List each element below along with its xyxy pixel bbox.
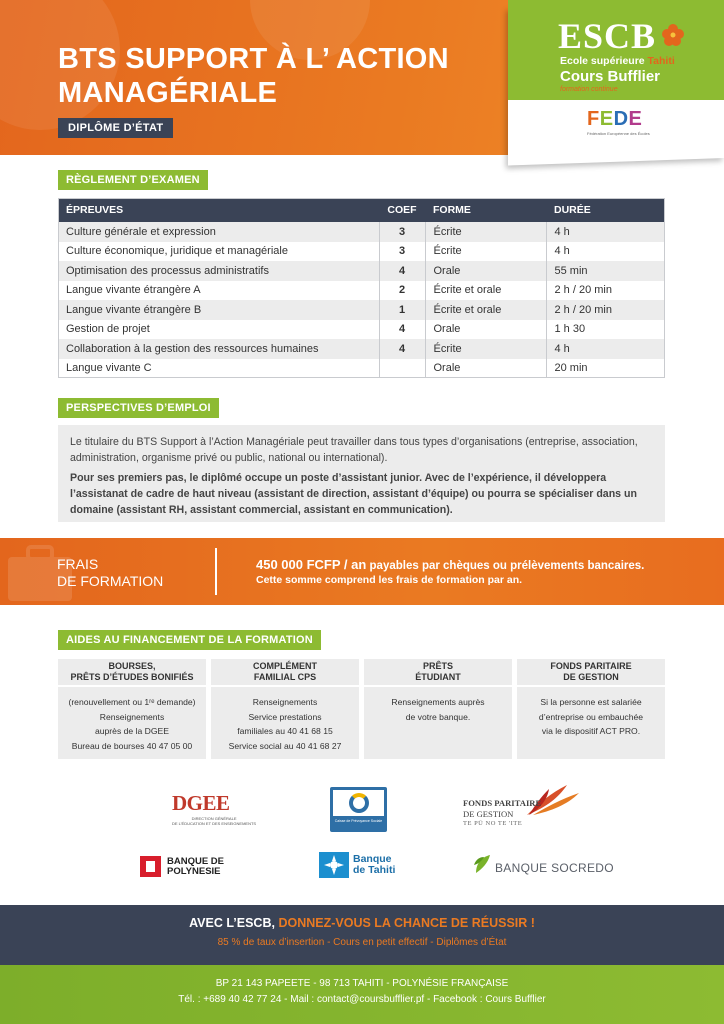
frais-price: 450 000 FCFP / an payables par chèques ou prélèvements bancaires.	[256, 557, 645, 572]
cell-forme: Écrite	[425, 222, 546, 242]
table-row	[58, 261, 665, 281]
cell-coef: 4	[379, 261, 425, 281]
diploma-badge: DIPLÔME D’ÉTAT	[58, 118, 173, 138]
aide-card-body: Si la personne est salariée d’entreprise ou embauchée via le dispositif ACT PRO.	[538, 697, 644, 736]
footer-slogan: AVEC L’ESCB, DONNEZ-VOUS LA CHANCE DE RÉUSSIR !	[189, 916, 535, 930]
cell-coef	[379, 359, 425, 379]
frais-note: Cette somme comprend les frais de formation par an.	[256, 574, 523, 586]
aide-card-body: (renouvellement ou 1ʳᵉ demande) Renseignements auprès de la DGEE Bureau de bourses 40 47 05 00	[68, 697, 196, 751]
table-row	[58, 359, 665, 379]
cell-forme: Orale	[425, 359, 546, 379]
column-header-duree: DURÉE	[546, 198, 665, 222]
perspectives-paragraph-1: Le titulaire du BTS Support à l’Action Managériale peut travailler dans tous types d’organisations (entreprise, association, administration, organisme privé ou public, national ou international).	[70, 436, 638, 464]
footer-address: BP 21 143 PAPEETE - 98 713 TAHITI - POLYNÉSIE FRANÇAISE	[215, 978, 509, 989]
cell-coef: 3	[379, 242, 425, 262]
escb-subtitle: Ecole supérieure Tahiti	[560, 55, 675, 67]
escb-logo: ESCB	[558, 16, 657, 56]
column-header-forme: FORME	[425, 198, 546, 222]
cell-epreuve: Langue vivante C	[58, 359, 379, 379]
banque-socredo-logo: BANQUE SOCREDO	[472, 853, 614, 875]
banque-tahiti-icon	[319, 852, 349, 878]
escb-formation: formation continue	[560, 86, 618, 93]
table-row	[58, 300, 665, 320]
section-label-aides: AIDES AU FINANCEMENT DE LA FORMATION	[58, 630, 321, 650]
page-title	[58, 42, 498, 110]
section-label-reglement: RÈGLEMENT D’EXAMEN	[58, 170, 208, 190]
aide-card-bourses	[58, 659, 206, 759]
footer-contact: Tél. : +689 40 42 77 24 - Mail : contact@coursbufflier.pf - Facebook : Cours Bufflier	[178, 994, 546, 1005]
frais-separator	[215, 548, 217, 595]
column-header-epreuves: ÉPREUVES	[58, 198, 379, 222]
aide-card-heading: BOURSES, PRÊTS D’ÉTUDES BONIFIÉS	[58, 659, 206, 687]
cell-duree: 55 min	[546, 261, 665, 281]
cell-forme: Orale	[425, 261, 546, 281]
cell-duree: 1 h 30	[546, 320, 665, 340]
cell-duree: 4 h	[546, 242, 665, 262]
exam-table	[58, 198, 665, 378]
hibiscus-icon	[662, 24, 684, 46]
cell-epreuve: Gestion de projet	[58, 320, 379, 340]
cell-duree: 4 h	[546, 339, 665, 359]
cell-epreuve: Collaboration à la gestion des ressources humaines	[58, 339, 379, 359]
column-header-coef: COEF	[379, 198, 425, 222]
cell-epreuve: Langue vivante étrangère A	[58, 281, 379, 301]
aides-cards	[58, 659, 665, 759]
aide-card-fonds	[517, 659, 665, 759]
cell-coef: 1	[379, 300, 425, 320]
cell-coef: 3	[379, 222, 425, 242]
cell-epreuve: Langue vivante étrangère B	[58, 300, 379, 320]
cell-epreuve: Optimisation des processus administratifs	[58, 261, 379, 281]
aide-card-heading: COMPLÉMENT FAMILIAL CPS	[211, 659, 359, 687]
title-line-1: BTS SUPPORT À L’ ACTION	[58, 43, 449, 75]
cell-coef: 4	[379, 339, 425, 359]
frais-label: FRAIS DE FORMATION	[57, 556, 164, 589]
cell-duree: 20 min	[546, 359, 665, 379]
cell-duree: 2 h / 20 min	[546, 300, 665, 320]
title-line-2: MANAGÉRIALE	[58, 77, 278, 109]
aide-card-heading: PRÊTS ÉTUDIANT	[364, 659, 512, 687]
cell-coef: 4	[379, 320, 425, 340]
aide-card-body: Renseignements Service prestations familiales au 40 41 68 15 Service social au 40 41 68 27	[228, 697, 342, 751]
cell-epreuve: Culture générale et expression	[58, 222, 379, 242]
socredo-leaf-icon	[472, 853, 492, 875]
cell-epreuve: Culture économique, juridique et managériale	[58, 242, 379, 262]
cell-coef: 2	[379, 281, 425, 301]
cell-forme: Écrite et orale	[425, 281, 546, 301]
cell-duree: 2 h / 20 min	[546, 281, 665, 301]
fonds-paritaire-logo: FONDS PARITAIRE DE GESTION TE PŪ NO TE 'ITE	[463, 783, 581, 827]
table-row	[58, 242, 665, 262]
perspectives-box	[58, 425, 665, 522]
cell-forme: Écrite	[425, 339, 546, 359]
aide-card-body: Renseignements auprès de votre banque.	[391, 697, 485, 722]
table-row	[58, 320, 665, 340]
table-row	[58, 222, 665, 242]
cell-forme: Orale	[425, 320, 546, 340]
aide-card-prets	[364, 659, 512, 759]
cell-duree: 4 h	[546, 222, 665, 242]
dgee-logo: DGEE DIRECTION GÉNÉRALE DE L’ÉDUCATION ET DES ENSEIGNEMENTS	[172, 791, 257, 826]
banque-polynesie-logo: BANQUE DE POLYNESIE	[140, 856, 224, 877]
aide-card-cps	[211, 659, 359, 759]
table-row	[58, 339, 665, 359]
aide-card-heading: FONDS PARITAIRE DE GESTION	[517, 659, 665, 687]
cps-logo: Caisse de Prévoyance Sociale	[330, 787, 387, 832]
perspectives-paragraph-2: Pour ses premiers pas, le diplômé occupe un poste d’assistant junior. Avec de l’expérience, il développera l’assistanat de cadre de haut niveau (assistant de direction, assistant d’équipe) ou pourra se spécialiser dans un domaine (assistant RH, assistant commercial, assistant en communication).	[70, 472, 637, 516]
table-row	[58, 281, 665, 301]
table-header-row	[58, 198, 665, 222]
banque-tahiti-logo: Banque de Tahiti	[319, 852, 395, 878]
escb-cours-bufflier: Cours Bufflier	[560, 68, 661, 85]
footer-stats: 85 % de taux d’insertion - Cours en petit effectif - Diplômes d’État	[217, 937, 507, 948]
section-label-perspectives: PERSPECTIVES D’EMPLOI	[58, 398, 219, 418]
cell-forme: Écrite et orale	[425, 300, 546, 320]
fede-logo: FEDE Fédération Européenne des Écoles	[587, 108, 650, 136]
cell-forme: Écrite	[425, 242, 546, 262]
footer-dark-band	[0, 905, 724, 965]
